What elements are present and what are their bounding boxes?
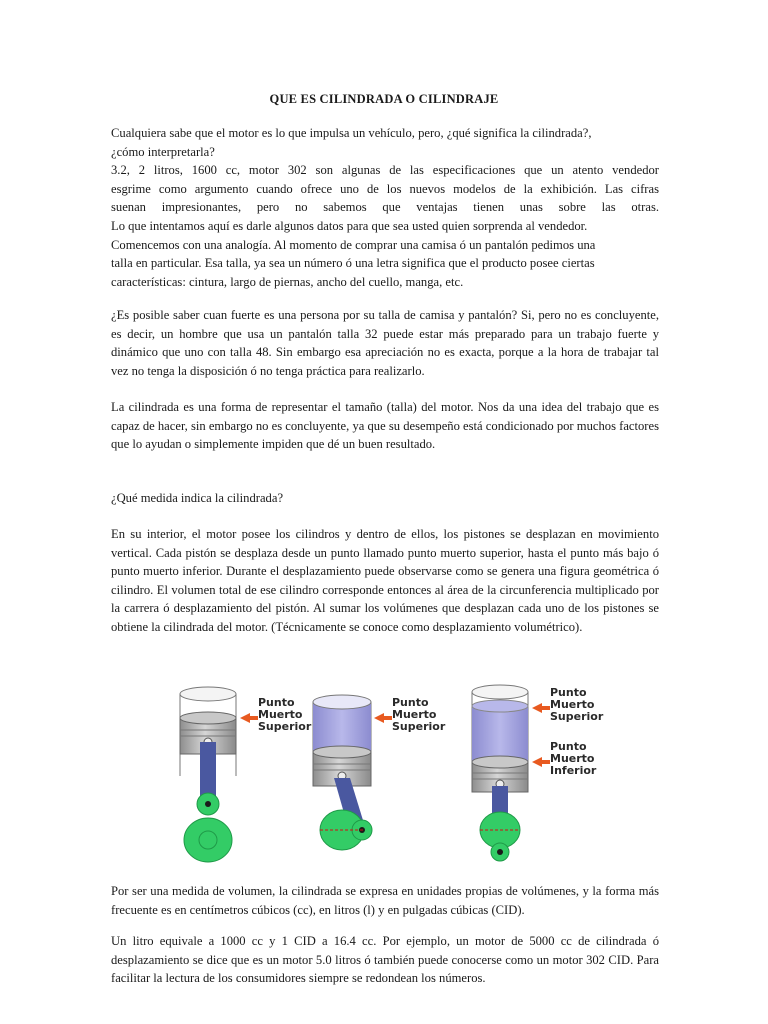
arrow-icon (532, 757, 542, 767)
arrow-icon (240, 713, 250, 723)
arrow-icon (532, 703, 542, 713)
arrow-icon (374, 713, 384, 723)
document-title: QUE ES CILINDRADA O CILINDRAJE (269, 92, 499, 106)
paragraph-talla: ¿Es posible saber cuan fuerte es una persona por su talla de camisa y pantalón? Si, pero no es concluyente, es decir, un hombre que usa un pantalón talla 32 puede estar más preparado para un trabajo fuerte y dinámico que uno con talla 48. Sin embargo esa apreciación no es exacta, porque a la hora de trabajar tal vez no tenga la disposición ó no tenga práctica para realizarlo. (111, 308, 659, 378)
text-line: 3.2, 2 litros, 1600 cc, motor 302 son algunas de las especificaciones que un atento vendedor (111, 163, 659, 178)
piston-diagram (170, 680, 610, 870)
arrow-icon (250, 716, 258, 720)
arrow-icon (542, 706, 550, 710)
piston-assembly-2 (313, 695, 372, 850)
label-punto-muerto-superior-3: Punto Muerto Superior (550, 686, 604, 723)
arrow-icon (384, 716, 392, 720)
label-punto-muerto-inferior: Punto Muerto Inferior (550, 740, 597, 777)
paragraph-interior: En su interior, el motor posee los cilindros y dentro de ellos, los pistones se desplazan en movimiento vertical. Cada pistón se desplaza desde un punto llamado punto muerto superior, hasta el punto más bajo ó punto muerto inferior. Durante el desplazamiento puede observarse como se genera una figura geométrica ó cilindro. El volumen total de ese cilindro corresponde entonces al área de la circunferencia multiplicado por la carrera ó desplazamiento del pistón. Al sumar los volúmenes que desplazan cada uno de los pistones se obtiene la cilindrada del motor. (Técnicamente se conoce como desplazamiento volumétrico). (111, 527, 659, 634)
label-punto-muerto-superior-1: Punto Muerto Superior (258, 696, 312, 733)
piston-assembly-3 (472, 685, 528, 861)
text-line: suenan impresionantes, pero no sabemos que ventajas tienen unas sobre las otras. (111, 200, 659, 215)
piston-assembly-1 (180, 687, 236, 862)
text-line: ¿cómo interpretarla? (111, 144, 215, 159)
section-question: ¿Qué medida indica la cilindrada? (111, 491, 284, 505)
text-line: talla en particular. Esa talla, ya sea un número ó una letra significa que el producto posee ciertas (111, 256, 595, 271)
arrow-icon (542, 760, 550, 764)
paragraph-cilindrada: La cilindrada es una forma de representar el tamaño (talla) del motor. Nos da una idea del trabajo que es capaz de hacer, sin embargo no es concluyente, ya que su desempeño está condicionado por muchos factores que lo ayudan o simplemente impiden que dé un buen resultado. (111, 400, 659, 452)
text-line: esgrime como argumento cuando ofrece uno de los nuevos modelos de la exhibición. Las cifras (111, 181, 659, 196)
paragraph-unidades: Por ser una medida de volumen, la cilindrada se expresa en unidades propias de volúmenes, y la forma más frecuente es en centímetros cúbicos (cc), en litros (l) y en pulgadas cúbicas (CID). (111, 884, 659, 917)
text-line: Cualquiera sabe que el motor es lo que impulsa un vehículo, pero, ¿qué significa la cilindrada?, (111, 126, 592, 140)
text-line: Comencemos con una analogía. Al momento de comprar una camisa ó un pantalón pedimos una (111, 237, 596, 252)
label-punto-muerto-superior-2: Punto Muerto Superior (392, 696, 446, 733)
paragraph-intro (111, 124, 659, 291)
text-line: Lo que intentamos aquí es darle algunos datos para que sea usted quien sorprenda al vendedor. (111, 218, 588, 233)
text-line: características: cintura, largo de piernas, ancho del cuello, manga, etc. (111, 274, 464, 289)
paragraph-conversion: Un litro equivale a 1000 cc y 1 CID a 16.4 cc. Por ejemplo, un motor de 5000 cc de cilindrada ó desplazamiento se dice que es un motor 5.0 litros ó también puede conocerse como un motor 302 CID. Para facilitar la lectura de los consumidores siempre se redondean los números. (111, 934, 659, 986)
